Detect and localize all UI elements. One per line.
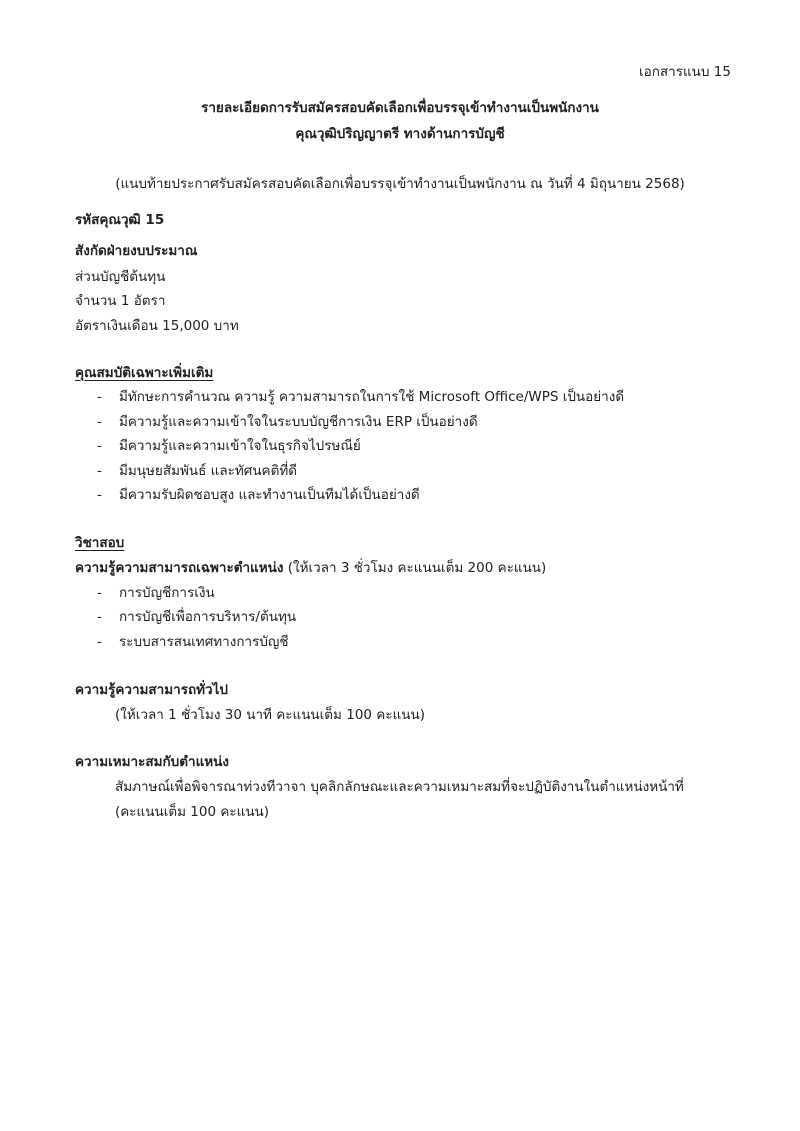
suitability-score: (คะแนนเต็ม 100 คะแนน) (115, 804, 270, 820)
dash-bullet: - (97, 585, 102, 601)
qualifications-heading: คุณสมบัติเฉพาะเพิ่มเติม (75, 365, 214, 381)
dash-bullet: - (97, 609, 102, 625)
list-item: - มีความรู้และความเข้าใจในระบบบัญชีการเงิน ERP เป็นอย่างดี (97, 414, 478, 430)
dash-bullet: - (97, 414, 102, 430)
list-item: - ระบบสารสนเทศทางการบัญชี (97, 634, 289, 650)
dash-bullet: - (97, 634, 102, 650)
position-count: จำนวน 1 อัตรา (75, 293, 166, 309)
doc-reference: เอกสารแนบ 15 (639, 64, 731, 80)
exam-heading: วิชาสอบ (75, 535, 125, 551)
list-item: - การบัญชีการเงิน (97, 585, 215, 601)
list-item: - การบัญชีเพื่อการบริหาร/ต้นทุน (97, 609, 297, 625)
title-line-2: คุณวุฒิปริญญาตรี ทางด้านการบัญชี (295, 126, 505, 142)
list-item: - มีทักษะการคำนวณ ความรู้ ความสามารถในการใช้ Microsoft Office/WPS เป็นอย่างดี (97, 389, 625, 405)
department-heading: สังกัดฝ่ายงบประมาณ (75, 243, 198, 259)
qualification-code: รหัสคุณวุฒิ 15 (75, 212, 165, 228)
subtitle: (แนบท้ายประกาศรับสมัครสอบคัดเลือกเพื่อบรรจุเข้าทำงานเป็นพนักงาน ณ วันที่ 4 มิถุนายน 2568) (115, 176, 685, 192)
dash-bullet: - (97, 463, 102, 479)
list-item: - มีความรับผิดชอบสูง และทำงานเป็นทีมได้เป็นอย่างดี (97, 487, 420, 503)
dash-bullet: - (97, 487, 102, 503)
dash-bullet: - (97, 389, 102, 405)
salary: อัตราเงินเดือน 15,000 บาท (75, 318, 239, 334)
dash-bullet: - (97, 438, 102, 454)
general-exam-heading: ความรู้ความสามารถทั่วไป (75, 682, 228, 698)
list-item: - มีความรู้และความเข้าใจในธุรกิจไปรษณีย์ (97, 438, 361, 454)
suitability-detail: สัมภาษณ์เพื่อพิจารณาท่วงทีวาจา บุคลิกลักษณะและความเหมาะสมที่จะปฏิบัติงานในตำแหน่งหน้าที่ (115, 779, 684, 795)
general-exam-detail: (ให้เวลา 1 ชั่วโมง 30 นาที คะแนนเต็ม 100 คะแนน) (115, 707, 425, 723)
title-line-1: รายละเอียดการรับสมัครสอบคัดเลือกเพื่อบรรจุเข้าทำงานเป็นพนักงาน (201, 100, 599, 116)
specific-exam-line (75, 558, 546, 578)
specific-exam-heading: ความรู้ความสามารถเฉพาะตำแหน่ง (75, 560, 284, 576)
department-unit: ส่วนบัญชีต้นทุน (75, 269, 166, 285)
specific-exam-detail: (ให้เวลา 3 ชั่วโมง คะแนนเต็ม 200 คะแนน) (283, 560, 547, 576)
list-item: - มีมนุษยสัมพันธ์ และทัศนคติที่ดี (97, 463, 298, 479)
suitability-heading: ความเหมาะสมกับตำแหน่ง (75, 754, 229, 770)
